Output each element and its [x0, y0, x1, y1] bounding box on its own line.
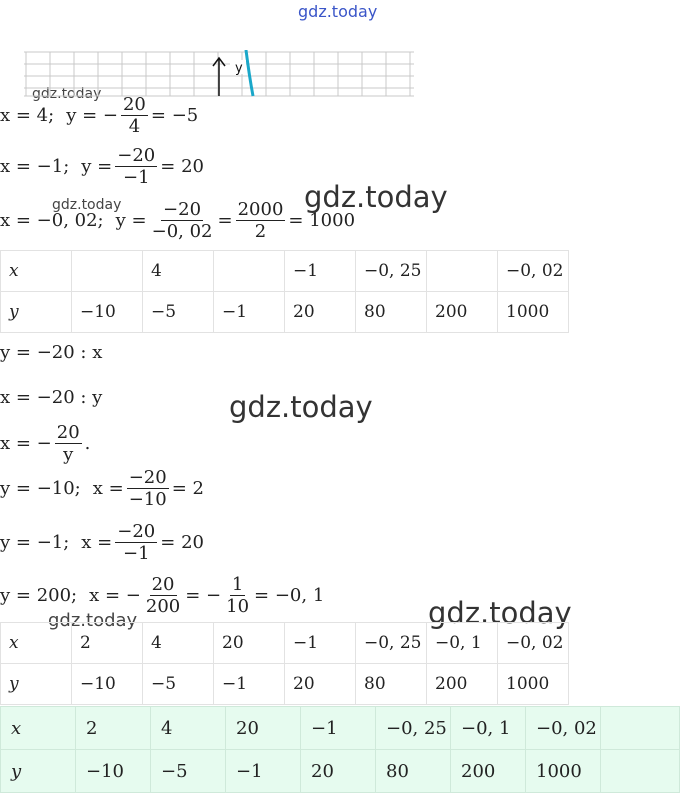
table-cell: 4 — [143, 251, 214, 292]
table-row — [1, 707, 680, 750]
table-cell: 20 — [226, 707, 301, 750]
watermark-large-2: gdz.today — [229, 390, 373, 424]
table-cell: −0, 02 — [498, 251, 569, 292]
table-cell: −1 — [285, 251, 356, 292]
table-cell: 2 — [76, 707, 151, 750]
calc-line-6: x = − $\frac{20}{y}$ . — [0, 422, 91, 465]
table-cell: −0, 25 — [356, 251, 427, 292]
table-cell: 1000 — [498, 292, 569, 333]
table-cell: −10 — [72, 292, 143, 333]
table-cell: 1000 — [526, 750, 601, 793]
table-cell: −1 — [301, 707, 376, 750]
table-cell: y — [1, 664, 72, 705]
calc-line-2: x = −1; y = $\frac{-20}{-1}$ = 20 — [0, 145, 204, 188]
table-row — [1, 664, 569, 705]
watermark-large-3: gdz.today — [428, 596, 572, 630]
table-cell — [427, 251, 498, 292]
table-cell: −5 — [143, 292, 214, 333]
table-cell: 20 — [285, 292, 356, 333]
table-cell: −0, 02 — [498, 623, 569, 664]
table-cell: −0, 1 — [451, 707, 526, 750]
table-cell: 200 — [427, 664, 498, 705]
table-cell: 4 — [143, 623, 214, 664]
table-cell: −1 — [285, 623, 356, 664]
table-cell: x — [1, 251, 72, 292]
table-cell: 80 — [376, 750, 451, 793]
table-row — [1, 292, 569, 333]
watermark-small-1: gdz.today — [32, 86, 102, 102]
table-cell: 80 — [356, 292, 427, 333]
table-cell: −10 — [72, 664, 143, 705]
table-cell: −1 — [214, 292, 285, 333]
calc-line-1: x = 4; y = − $\frac{20}{4}$ = −5 — [0, 94, 199, 137]
calc-line-8: y = −1; x = $\frac{-20}{-1}$ = 20 — [0, 521, 204, 564]
table-cell: −0, 25 — [356, 623, 427, 664]
table-cell: x — [1, 623, 72, 664]
watermark-top: gdz.today — [298, 2, 378, 21]
table-row — [1, 750, 680, 793]
hyperbola-curve — [246, 50, 253, 96]
table-cell: x — [1, 707, 76, 750]
table-cell: 200 — [427, 292, 498, 333]
table-cell: −0, 02 — [526, 707, 601, 750]
table-cell: 1000 — [498, 664, 569, 705]
answer-table — [0, 706, 680, 793]
values-table-1 — [0, 250, 569, 333]
table-cell: 4 — [151, 707, 226, 750]
values-table-2 — [0, 622, 569, 705]
table-cell-empty — [601, 707, 680, 750]
table-cell: 20 — [301, 750, 376, 793]
watermark-small-2: gdz.today — [52, 197, 122, 213]
watermark-small-3: gdz.today — [48, 610, 138, 631]
watermark-large-1: gdz.today — [304, 180, 448, 214]
table-cell: −10 — [76, 750, 151, 793]
table-cell: 80 — [356, 664, 427, 705]
table-row — [1, 251, 569, 292]
table-cell: y — [1, 750, 76, 793]
table-cell: 2 — [72, 623, 143, 664]
table-cell: y — [1, 292, 72, 333]
table-cell: 20 — [214, 623, 285, 664]
table-cell-empty — [601, 750, 680, 793]
table-cell: 20 — [285, 664, 356, 705]
y-axis-label: y — [235, 61, 243, 76]
table-cell: −0, 1 — [427, 623, 498, 664]
calc-line-7: y = −10; x = $\frac{-20}{-10}$ = 2 — [0, 467, 204, 510]
table-cell — [72, 251, 143, 292]
table-cell — [214, 251, 285, 292]
table-cell: −1 — [214, 664, 285, 705]
table-cell: 200 — [451, 750, 526, 793]
table-row — [1, 623, 569, 664]
table-cell: −0, 25 — [376, 707, 451, 750]
calc-line-3: x = −0, 02; y = $\frac{-20}{-0, 02}$ = $\frac{2000}{2}$ = 1000 — [0, 199, 356, 242]
calc-line-5: x = −20 : y — [0, 387, 103, 408]
calc-line-4: y = −20 : x — [0, 342, 103, 363]
table-cell: −5 — [151, 750, 226, 793]
calc-line-9: y = 200; x = − $\frac{20}{200}$ = − $\frac{1}{10}$ = −0, 1 — [0, 574, 325, 617]
table-cell: −1 — [226, 750, 301, 793]
table-cell: −5 — [143, 664, 214, 705]
graph-fragment — [24, 50, 416, 98]
